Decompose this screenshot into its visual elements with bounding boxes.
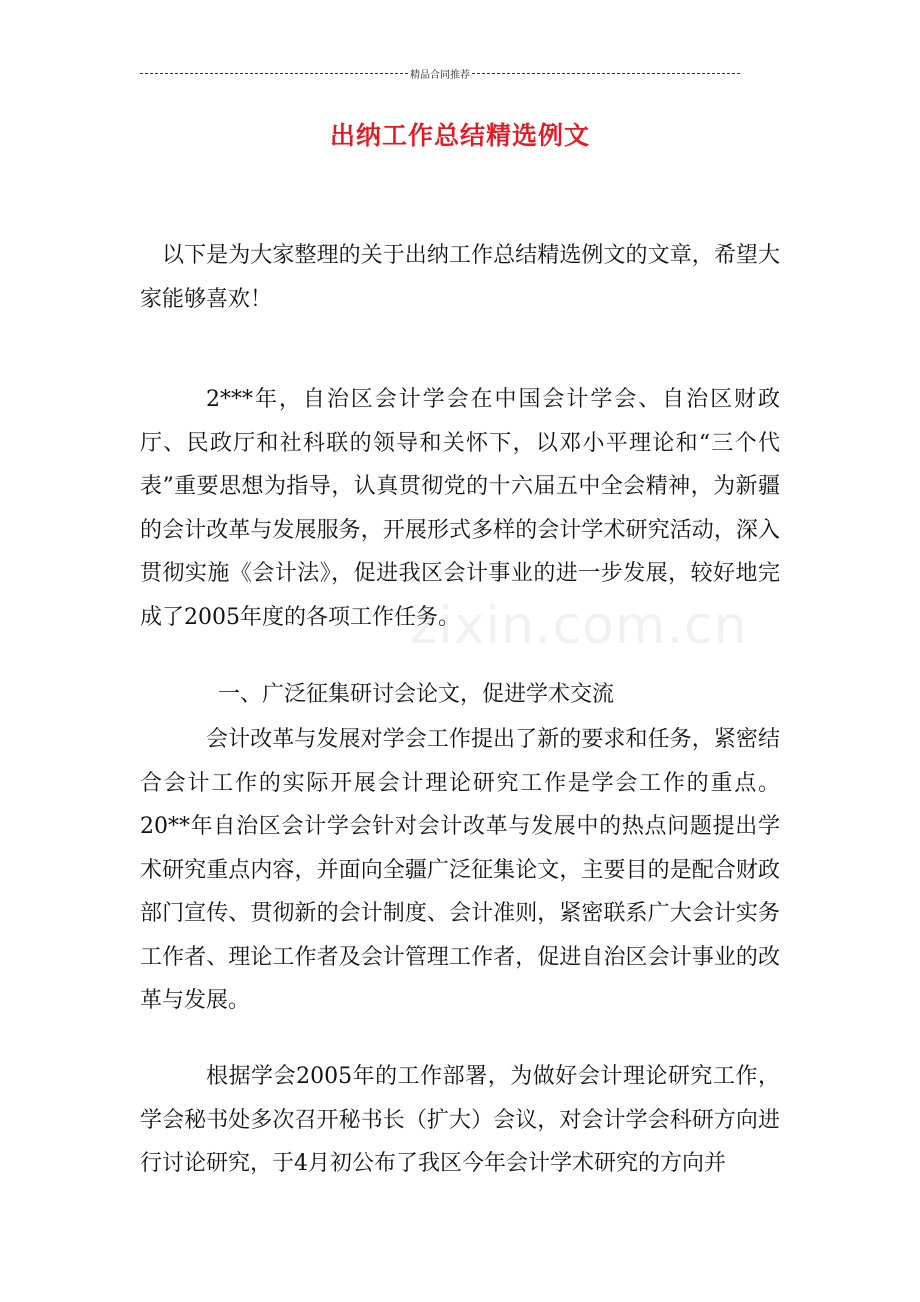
document-title: 出纳工作总结精选例文 (329, 121, 590, 150)
paragraph-2: 会计改革与发展对学会工作提出了新的要求和任务，紧密结合会计工作的实际开展会计理论研究工作是学会工作的重点。20**年自治区会计学会针对会计改革与发展中的热点问题提出学术研究重点内容，并面向全疆广泛征集论文，主要目的是配合财政部门宣传、贯彻新的会计制度、会计准则，紧密联系广大会计实务工作者、理论工作者及会计管理工作者，促进自治区会计事业的改革与发展。 (140, 727, 780, 1013)
paragraph-3: 根据学会2005年的工作部署，为做好会计理论研究工作，学会秘书处多次召开秘书长（扩大）会议，对会计学会科研方向进行讨论研究，于4月初公布了我区今年会计学术研究的方向并 (140, 1064, 780, 1176)
header-dash-right (472, 73, 740, 74)
paragraph-1: 2***年，自治区会计学会在中国会计学会、自治区财政厅、民政厅和社科联的领导和关怀下，以邓小平理论和“三个代表”重要思想为指导，认真贯彻党的十六届五中全会精神，为新疆的会计改革与发展服务，开展形式多样的会计学术研究活动，深入贯彻实施《会计法》，促进我区会计事业的进一步发展，较好地完成了2005年度的各项工作任务。 (140, 387, 780, 630)
header-label: 精品合同推荐 (410, 70, 470, 81)
page-header (140, 66, 740, 81)
section-heading-1: 一、广泛征集研讨会论文，促进学术交流 (218, 682, 615, 707)
header-dash-left (140, 73, 408, 74)
intro-paragraph: 以下是为大家整理的关于出纳工作总结精选例文的文章，希望大家能够喜欢！ (140, 243, 780, 312)
watermark: zixin.com.cn (410, 596, 748, 656)
